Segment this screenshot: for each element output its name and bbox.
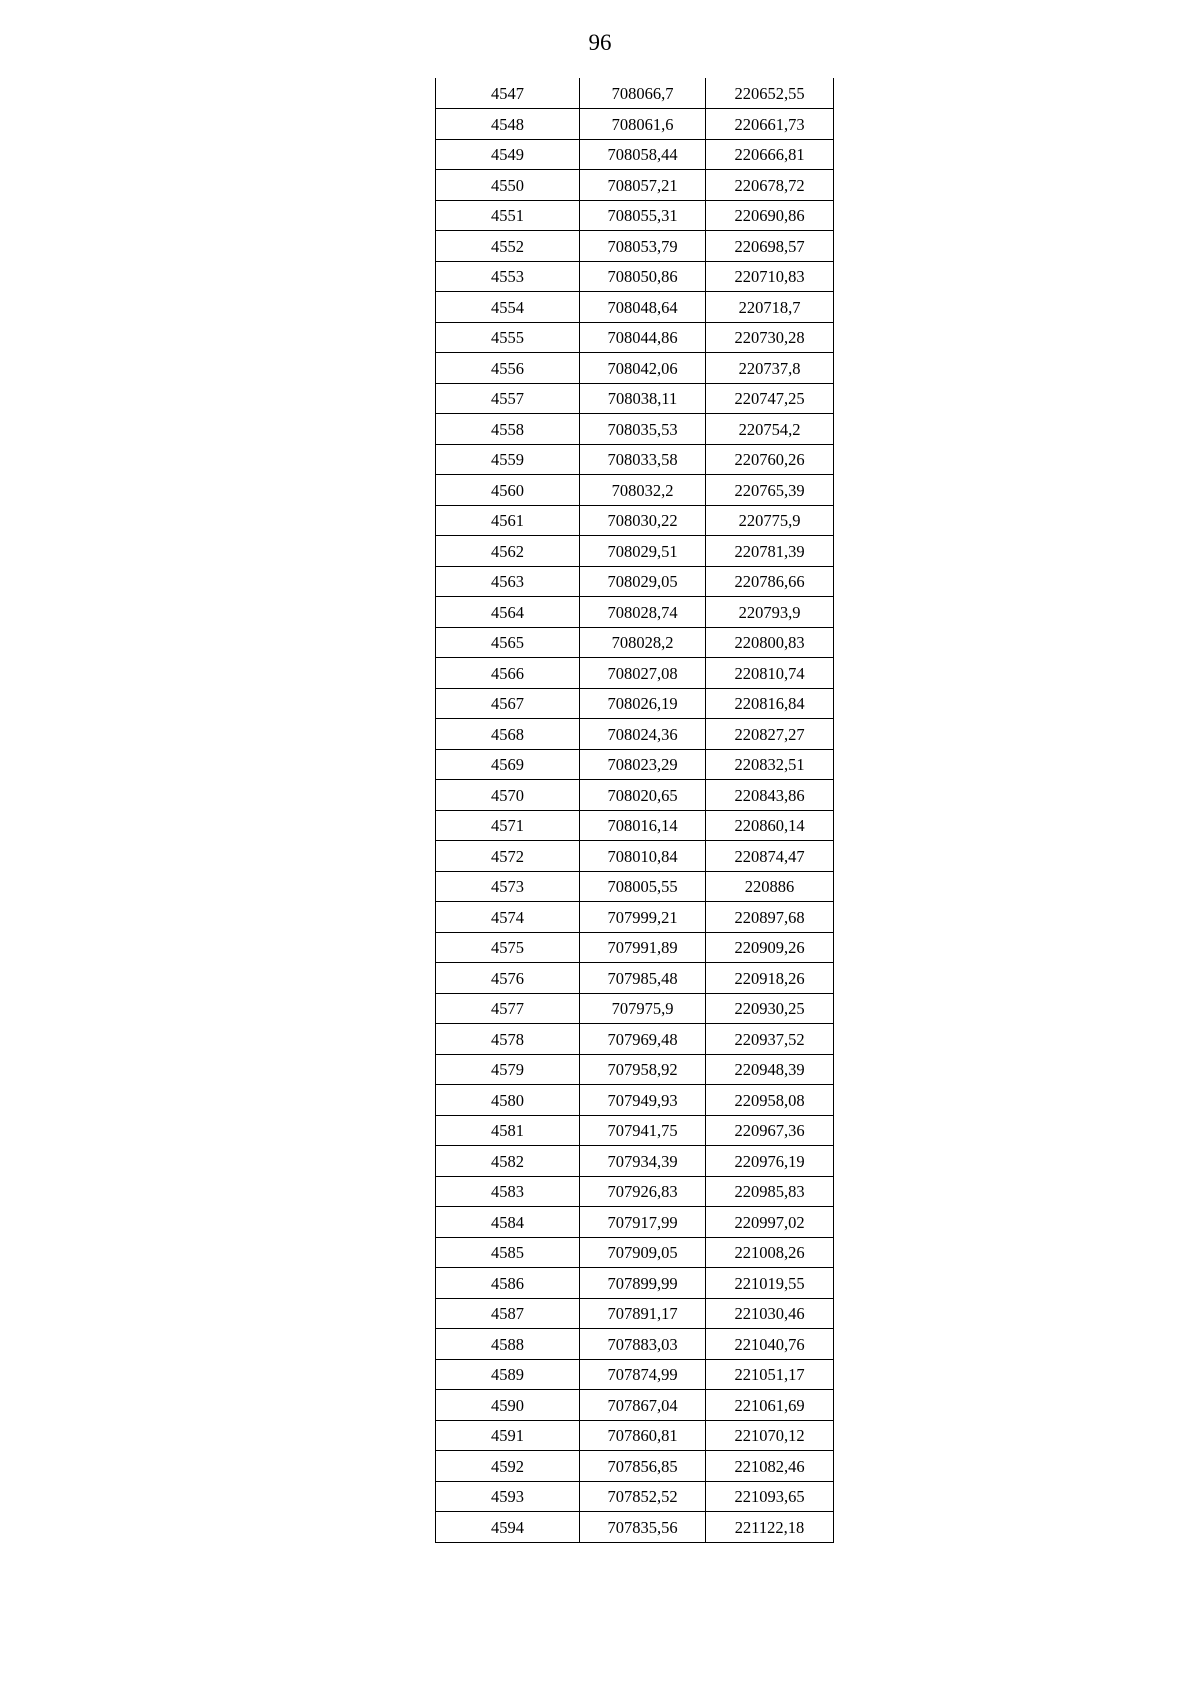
point-number-cell: 4548 xyxy=(436,109,580,140)
point-number-cell: 4583 xyxy=(436,1176,580,1207)
point-number-cell: 4547 xyxy=(436,78,580,109)
point-number-cell: 4593 xyxy=(436,1481,580,1512)
point-number-cell: 4577 xyxy=(436,993,580,1024)
table-row xyxy=(436,1024,834,1055)
x-coordinate-cell: 708053,79 xyxy=(580,231,706,262)
x-coordinate-cell: 708030,22 xyxy=(580,505,706,536)
x-coordinate-cell: 708005,55 xyxy=(580,871,706,902)
y-coordinate-cell: 220810,74 xyxy=(706,658,834,689)
y-coordinate-cell: 220698,57 xyxy=(706,231,834,262)
table-row xyxy=(436,932,834,963)
point-number-cell: 4580 xyxy=(436,1085,580,1116)
point-number-cell: 4569 xyxy=(436,749,580,780)
point-number-cell: 4586 xyxy=(436,1268,580,1299)
x-coordinate-cell: 708044,86 xyxy=(580,322,706,353)
point-number-cell: 4561 xyxy=(436,505,580,536)
y-coordinate-cell: 221082,46 xyxy=(706,1451,834,1482)
x-coordinate-cell: 708038,11 xyxy=(580,383,706,414)
table-row xyxy=(436,658,834,689)
x-coordinate-cell: 708035,53 xyxy=(580,414,706,445)
x-coordinate-cell: 708066,7 xyxy=(580,78,706,109)
table-row xyxy=(436,475,834,506)
point-number-cell: 4588 xyxy=(436,1329,580,1360)
x-coordinate-cell: 707999,21 xyxy=(580,902,706,933)
point-number-cell: 4555 xyxy=(436,322,580,353)
y-coordinate-cell: 220781,39 xyxy=(706,536,834,567)
point-number-cell: 4590 xyxy=(436,1390,580,1421)
point-number-cell: 4575 xyxy=(436,932,580,963)
y-coordinate-cell: 220786,66 xyxy=(706,566,834,597)
table-row xyxy=(436,1268,834,1299)
x-coordinate-cell: 708032,2 xyxy=(580,475,706,506)
table-row xyxy=(436,688,834,719)
point-number-cell: 4587 xyxy=(436,1298,580,1329)
table-row xyxy=(436,109,834,140)
table-row xyxy=(436,597,834,628)
table-row xyxy=(436,780,834,811)
x-coordinate-cell: 708020,65 xyxy=(580,780,706,811)
table-row xyxy=(436,1176,834,1207)
x-coordinate-cell: 707883,03 xyxy=(580,1329,706,1360)
y-coordinate-cell: 220718,7 xyxy=(706,292,834,323)
table-row xyxy=(436,1207,834,1238)
point-number-cell: 4559 xyxy=(436,444,580,475)
x-coordinate-cell: 708050,86 xyxy=(580,261,706,292)
point-number-cell: 4584 xyxy=(436,1207,580,1238)
point-number-cell: 4553 xyxy=(436,261,580,292)
y-coordinate-cell: 220985,83 xyxy=(706,1176,834,1207)
x-coordinate-cell: 708028,74 xyxy=(580,597,706,628)
table-row xyxy=(436,749,834,780)
table-row xyxy=(436,1390,834,1421)
y-coordinate-cell: 220765,39 xyxy=(706,475,834,506)
y-coordinate-cell: 220897,68 xyxy=(706,902,834,933)
y-coordinate-cell: 221122,18 xyxy=(706,1512,834,1543)
point-number-cell: 4557 xyxy=(436,383,580,414)
x-coordinate-cell: 707985,48 xyxy=(580,963,706,994)
page-number: 96 xyxy=(588,30,612,55)
point-number-cell: 4573 xyxy=(436,871,580,902)
point-number-cell: 4576 xyxy=(436,963,580,994)
table-row xyxy=(436,78,834,109)
x-coordinate-cell: 707909,05 xyxy=(580,1237,706,1268)
point-number-cell: 4550 xyxy=(436,170,580,201)
x-coordinate-cell: 708042,06 xyxy=(580,353,706,384)
x-coordinate-cell: 707835,56 xyxy=(580,1512,706,1543)
x-coordinate-cell: 707899,99 xyxy=(580,1268,706,1299)
point-number-cell: 4551 xyxy=(436,200,580,231)
y-coordinate-cell: 221093,65 xyxy=(706,1481,834,1512)
x-coordinate-cell: 707975,9 xyxy=(580,993,706,1024)
point-number-cell: 4570 xyxy=(436,780,580,811)
x-coordinate-cell: 708033,58 xyxy=(580,444,706,475)
y-coordinate-cell: 220843,86 xyxy=(706,780,834,811)
x-coordinate-cell: 707958,92 xyxy=(580,1054,706,1085)
table-row xyxy=(436,627,834,658)
table-row xyxy=(436,200,834,231)
y-coordinate-cell: 220760,26 xyxy=(706,444,834,475)
x-coordinate-cell: 708058,44 xyxy=(580,139,706,170)
y-coordinate-cell: 220832,51 xyxy=(706,749,834,780)
y-coordinate-cell: 221061,69 xyxy=(706,1390,834,1421)
x-coordinate-cell: 708027,08 xyxy=(580,658,706,689)
point-number-cell: 4572 xyxy=(436,841,580,872)
point-number-cell: 4558 xyxy=(436,414,580,445)
point-number-cell: 4554 xyxy=(436,292,580,323)
x-coordinate-cell: 708024,36 xyxy=(580,719,706,750)
point-number-cell: 4574 xyxy=(436,902,580,933)
point-number-cell: 4581 xyxy=(436,1115,580,1146)
table-row xyxy=(436,993,834,1024)
y-coordinate-cell: 221019,55 xyxy=(706,1268,834,1299)
x-coordinate-cell: 708026,19 xyxy=(580,688,706,719)
table-row xyxy=(436,170,834,201)
table-row xyxy=(436,810,834,841)
point-number-cell: 4578 xyxy=(436,1024,580,1055)
y-coordinate-cell: 220930,25 xyxy=(706,993,834,1024)
y-coordinate-cell: 220958,08 xyxy=(706,1085,834,1116)
x-coordinate-cell: 708057,21 xyxy=(580,170,706,201)
y-coordinate-cell: 220666,81 xyxy=(706,139,834,170)
y-coordinate-cell: 221070,12 xyxy=(706,1420,834,1451)
y-coordinate-cell: 221030,46 xyxy=(706,1298,834,1329)
table-row xyxy=(436,139,834,170)
table-row xyxy=(436,841,834,872)
table-row xyxy=(436,1329,834,1360)
table-row xyxy=(436,231,834,262)
table-row xyxy=(436,566,834,597)
y-coordinate-cell: 220860,14 xyxy=(706,810,834,841)
x-coordinate-cell: 708010,84 xyxy=(580,841,706,872)
table-row xyxy=(436,1298,834,1329)
y-coordinate-cell: 220976,19 xyxy=(706,1146,834,1177)
x-coordinate-cell: 708029,05 xyxy=(580,566,706,597)
x-coordinate-cell: 707991,89 xyxy=(580,932,706,963)
y-coordinate-cell: 220690,86 xyxy=(706,200,834,231)
table-row xyxy=(436,1451,834,1482)
table-row xyxy=(436,902,834,933)
x-coordinate-cell: 707917,99 xyxy=(580,1207,706,1238)
x-coordinate-cell: 708048,64 xyxy=(580,292,706,323)
x-coordinate-cell: 707860,81 xyxy=(580,1420,706,1451)
y-coordinate-cell: 220678,72 xyxy=(706,170,834,201)
table-row xyxy=(436,719,834,750)
table-row xyxy=(436,322,834,353)
x-coordinate-cell: 708061,6 xyxy=(580,109,706,140)
point-number-cell: 4571 xyxy=(436,810,580,841)
x-coordinate-cell: 707926,83 xyxy=(580,1176,706,1207)
table-row xyxy=(436,505,834,536)
y-coordinate-cell: 220661,73 xyxy=(706,109,834,140)
table-row xyxy=(436,1054,834,1085)
y-coordinate-cell: 220737,8 xyxy=(706,353,834,384)
point-number-cell: 4591 xyxy=(436,1420,580,1451)
x-coordinate-cell: 707934,39 xyxy=(580,1146,706,1177)
point-number-cell: 4579 xyxy=(436,1054,580,1085)
y-coordinate-cell: 220730,28 xyxy=(706,322,834,353)
table-row xyxy=(436,1115,834,1146)
x-coordinate-cell: 708055,31 xyxy=(580,200,706,231)
y-coordinate-cell: 220909,26 xyxy=(706,932,834,963)
coordinates-table-body xyxy=(436,78,834,1542)
table-row xyxy=(436,1512,834,1543)
y-coordinate-cell: 220747,25 xyxy=(706,383,834,414)
table-row xyxy=(436,444,834,475)
point-number-cell: 4552 xyxy=(436,231,580,262)
point-number-cell: 4565 xyxy=(436,627,580,658)
y-coordinate-cell: 220967,36 xyxy=(706,1115,834,1146)
y-coordinate-cell: 220997,02 xyxy=(706,1207,834,1238)
y-coordinate-cell: 221008,26 xyxy=(706,1237,834,1268)
table-row xyxy=(436,1085,834,1116)
table-row xyxy=(436,353,834,384)
table-row xyxy=(436,1237,834,1268)
y-coordinate-cell: 220948,39 xyxy=(706,1054,834,1085)
x-coordinate-cell: 707867,04 xyxy=(580,1390,706,1421)
y-coordinate-cell: 220793,9 xyxy=(706,597,834,628)
point-number-cell: 4585 xyxy=(436,1237,580,1268)
table-row xyxy=(436,871,834,902)
y-coordinate-cell: 220800,83 xyxy=(706,627,834,658)
point-number-cell: 4556 xyxy=(436,353,580,384)
table-row xyxy=(436,414,834,445)
y-coordinate-cell: 220710,83 xyxy=(706,261,834,292)
x-coordinate-cell: 708029,51 xyxy=(580,536,706,567)
point-number-cell: 4594 xyxy=(436,1512,580,1543)
point-number-cell: 4560 xyxy=(436,475,580,506)
point-number-cell: 4582 xyxy=(436,1146,580,1177)
point-number-cell: 4566 xyxy=(436,658,580,689)
y-coordinate-cell: 220918,26 xyxy=(706,963,834,994)
y-coordinate-cell: 220937,52 xyxy=(706,1024,834,1055)
point-number-cell: 4567 xyxy=(436,688,580,719)
table-row xyxy=(436,1146,834,1177)
x-coordinate-cell: 708023,29 xyxy=(580,749,706,780)
x-coordinate-cell: 707856,85 xyxy=(580,1451,706,1482)
x-coordinate-cell: 708028,2 xyxy=(580,627,706,658)
x-coordinate-cell: 707969,48 xyxy=(580,1024,706,1055)
y-coordinate-cell: 221040,76 xyxy=(706,1329,834,1360)
y-coordinate-cell: 221051,17 xyxy=(706,1359,834,1390)
y-coordinate-cell: 220886 xyxy=(706,871,834,902)
table-row xyxy=(436,1481,834,1512)
table-row xyxy=(436,963,834,994)
table-row xyxy=(436,261,834,292)
point-number-cell: 4592 xyxy=(436,1451,580,1482)
x-coordinate-cell: 707891,17 xyxy=(580,1298,706,1329)
coordinates-table xyxy=(435,78,834,1543)
x-coordinate-cell: 707874,99 xyxy=(580,1359,706,1390)
y-coordinate-cell: 220827,27 xyxy=(706,719,834,750)
x-coordinate-cell: 707852,52 xyxy=(580,1481,706,1512)
table-row xyxy=(436,536,834,567)
table-row xyxy=(436,383,834,414)
table-row xyxy=(436,292,834,323)
point-number-cell: 4568 xyxy=(436,719,580,750)
point-number-cell: 4562 xyxy=(436,536,580,567)
point-number-cell: 4589 xyxy=(436,1359,580,1390)
y-coordinate-cell: 220816,84 xyxy=(706,688,834,719)
y-coordinate-cell: 220754,2 xyxy=(706,414,834,445)
y-coordinate-cell: 220874,47 xyxy=(706,841,834,872)
y-coordinate-cell: 220775,9 xyxy=(706,505,834,536)
point-number-cell: 4563 xyxy=(436,566,580,597)
table-row xyxy=(436,1359,834,1390)
x-coordinate-cell: 707941,75 xyxy=(580,1115,706,1146)
y-coordinate-cell: 220652,55 xyxy=(706,78,834,109)
point-number-cell: 4564 xyxy=(436,597,580,628)
x-coordinate-cell: 707949,93 xyxy=(580,1085,706,1116)
x-coordinate-cell: 708016,14 xyxy=(580,810,706,841)
table-row xyxy=(436,1420,834,1451)
point-number-cell: 4549 xyxy=(436,139,580,170)
